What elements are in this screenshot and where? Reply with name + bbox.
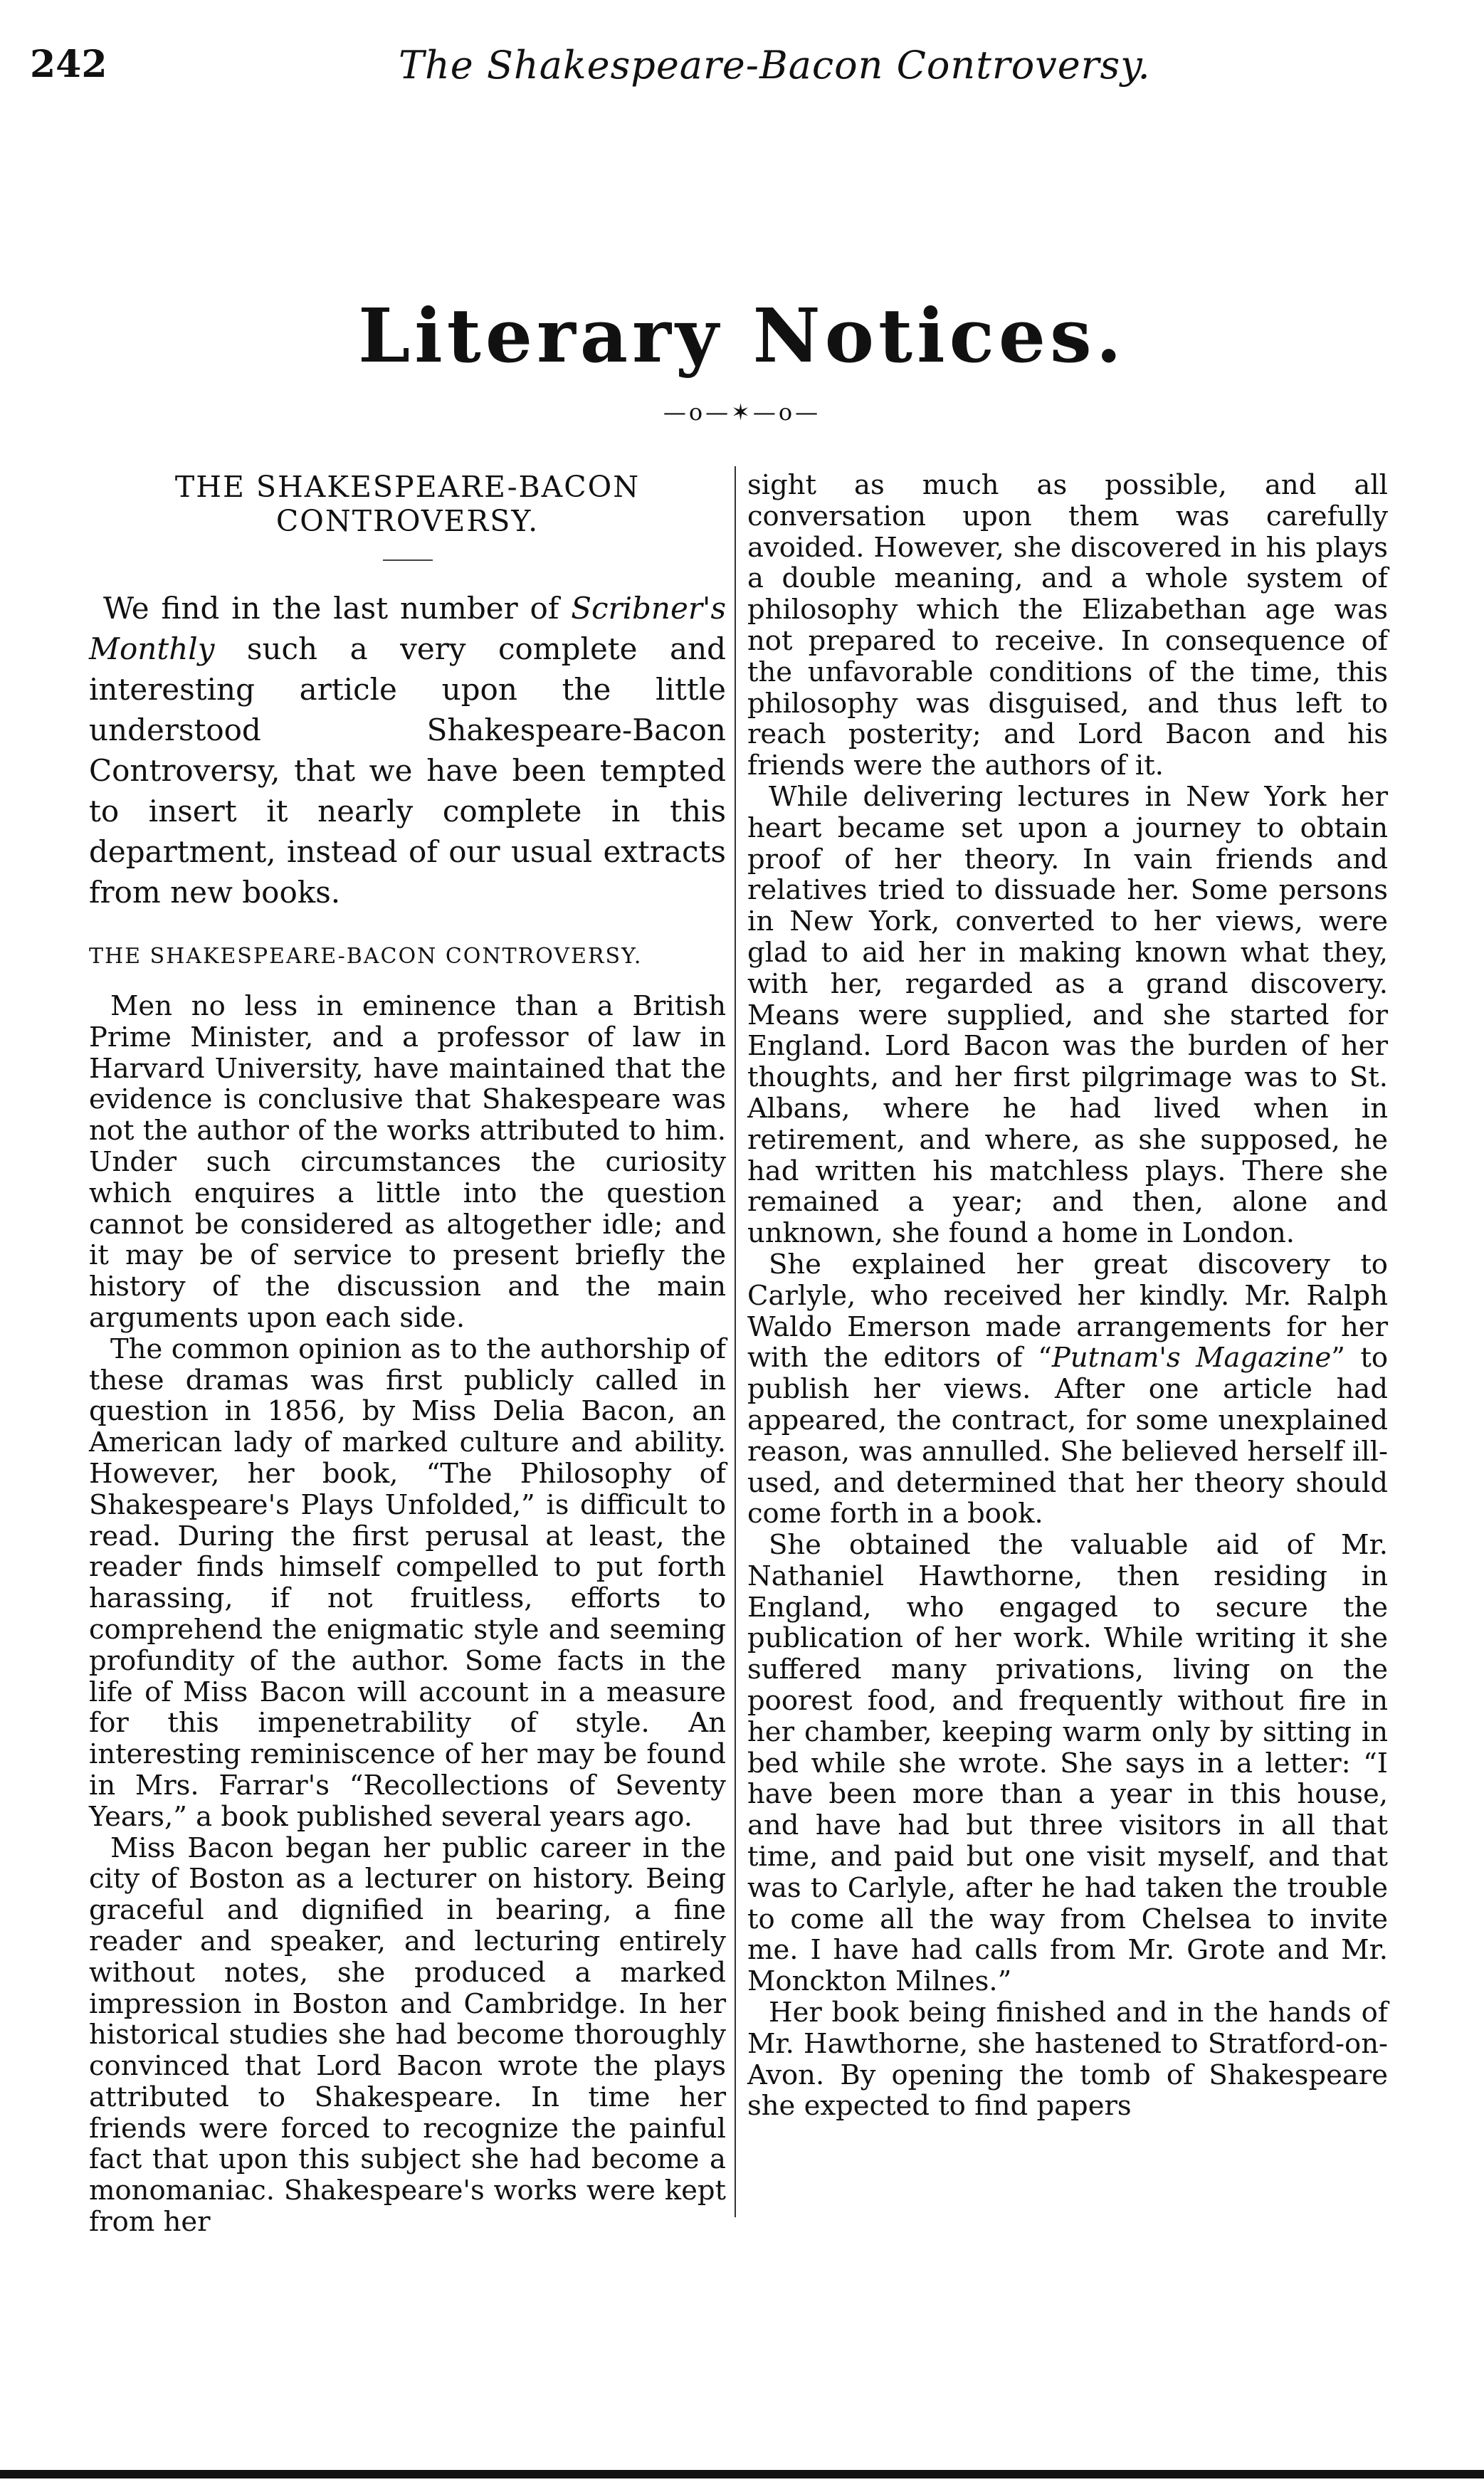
article-subheading: THE SHAKESPEARE-BACON CONTROVERSY.: [89, 944, 643, 969]
article-title: THE SHAKESPEARE-BACON CONTROVERSY.: [174, 470, 641, 538]
intro-text-1: We find in the last number of: [103, 591, 572, 626]
right-paragraph-2-b: ” to publish her views. After one article had appeared, the contract, for some unexplained reason, was annulled. She believed herself ill-used, and determined that her theory should come forth in a book.: [747, 1342, 1388, 1530]
intro-paragraph: [89, 588, 726, 913]
intro-monthly: Monthly: [89, 631, 215, 666]
page-number: 242: [30, 43, 107, 86]
right-paragraph-0: sight as much as possible, and all conversation upon them was carefully avoided. However, she discovered in his plays a double meaning, and a whole system of philosophy which the Elizabethan age was not prepared to receive. In consequence of the unfavorable conditions of the time, this philosophy was disguised, and thus left to reach posterity; and Lord Bacon and his friends were the authors of it.: [747, 469, 1388, 782]
right-paragraph-2-a: She explained her great discovery to Carlyle, who received her kindly. Mr. Ralph Waldo Emerson made arrangements for her with the editors of “: [747, 1248, 1388, 1374]
column-divider: [735, 466, 736, 2217]
section-title: Literary Notices.: [358, 292, 1126, 379]
left-column: [89, 470, 726, 2238]
left-paragraph-2: The common opinion as to the authorship of these dramas was first publicly called in question in 1856, by Miss Delia Bacon, an American lady of marked culture and ability. However, her book, “The Philosophy of Shakespeare's Plays Unfolded,” is difficult to read. During the first perusal at least, the reader finds himself compelled to put forth harassing, if not fruitless, efforts to comprehend the enigmatic style and seeming profundity of the author. Some facts in the life of Miss Bacon will account in a measure for this impenetrability of style. An interesting reminiscence of her may be found in Mrs. Farrar's “Recollections of Seventy Years,” a book published several years ago.: [89, 1332, 726, 1833]
footer-rule: [0, 2470, 1484, 2478]
right-paragraph-4: Her book being finished and in the hands of Mr. Hawthorne, she hastened to Stratford-on-Avon. By opening the tomb of Shakespeare she expected to find papers: [747, 1997, 1388, 2123]
right-paragraph-2: [747, 1249, 1388, 1530]
intro-scribner: Scribner's: [571, 591, 726, 626]
right-paragraph-3: She obtained the valuable aid of Mr. Nathaniel Hawthorne, then residing in England, who engaged to secure the publication of her work. While writing it she suffered many privations, living on the poorest food, and frequently without fire in her chamber, keeping warm only by sitting in bed while she wrote. She says in a letter: “I have been more than a year in this house, and have had but three visitors in all that time, and paid but one visit myself, and that was to Carlyle, after he had taken the trouble to come all the way from Chelsea to invite me. I have had calls from Mr. Grote and Mr. Monckton Milnes.”: [747, 1529, 1388, 1998]
putnams-magazine: Putnam's Magazine: [1051, 1342, 1332, 1374]
left-paragraph-1: Men no less in eminence than a British Prime Minister, and a professor of law in Harvard University, have maintained that the evidence is conclusive that Shakespeare was not the author of the works attributed to him. Under such circumstances the curiosity which enquires a little into the question cannot be considered as altogether idle; and it may be of service to present briefly the history of the discussion and the main arguments upon each side.: [89, 990, 726, 1334]
left-paragraph-3: Miss Bacon began her public career in the city of Boston as a lecturer on history. Being graceful and dignified in bearing, a fine reader and speaker, and lecturing entirely without notes, she produced a marked impression in Boston and Cambridge. In her historical studies she had become thoroughly convinced that Lord Bacon wrote the plays attributed to Shakespeare. In time her friends were forced to recognize the painful fact that upon this subject she had become a monomaniac. Shakespeare's works were kept from her: [89, 1831, 726, 2239]
running-title: The Shakespeare-Bacon Controversy.: [399, 43, 1151, 88]
right-paragraph-1: While delivering lectures in New York her heart became set upon a journey to obtain proof of her theory. In vain friends and relatives tried to dissuade her. Some persons in New York, converted to her views, were glad to aid her in making known what they, with her, regarded as a grand discovery. Means were supplied, and she started for England. Lord Bacon was the burden of her thoughts, and her first pilgrimage was to St. Albans, where he had lived when in retirement, and where, as she supposed, he had written his matchless plays. There she remained a year; and then, alone and unknown, she found a home in London.: [747, 780, 1388, 1250]
title-rule: [383, 559, 433, 561]
ornament: —o—✶—o—: [663, 399, 821, 426]
right-column: [747, 470, 1388, 2122]
intro-text-2: such a very complete and interesting article upon the little understood Shakespeare-Bacon Controversy, that we have been tempted to insert it nearly complete in this department, instead of our usual extracts from new books.: [89, 631, 726, 910]
